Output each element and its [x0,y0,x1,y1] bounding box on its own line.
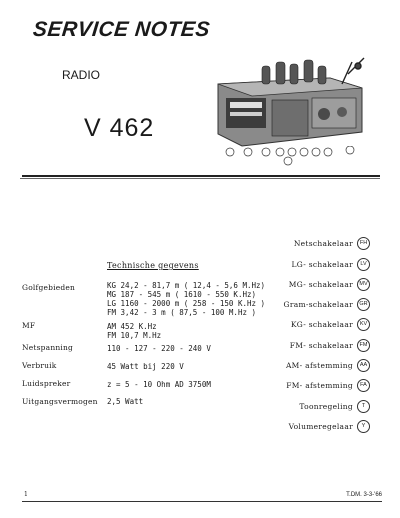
footer-divider [22,501,382,502]
control-item-gram-schakelaar [284,298,370,311]
control-label: Gram-schakelaar [283,300,353,309]
footer-date: T.DM. 3-3-'66 [346,492,382,498]
header-divider-thin [20,178,380,179]
control-item-mg-schakelaar [289,278,370,291]
control-item-fm-schakelaar [290,339,370,352]
spec-value-netspanning: 110 - 127 - 220 - 240 V [107,344,211,353]
control-code-badge: AA [357,359,370,372]
footer-page-mark: 1 [24,491,28,498]
spec-label-verbruik: Verbruik [22,361,57,370]
control-item-lg-schakelaar [292,258,371,271]
control-label: LG- schakelaar [291,260,353,269]
control-item-volumeregelaar [289,420,370,433]
spec-label-mf: MF [22,321,36,330]
control-code-badge: MV [357,278,370,291]
header-divider [22,175,380,177]
model-number: V 462 [84,114,155,142]
control-item-am-afstemming [286,359,370,372]
product-category: RADIO [62,68,101,82]
brand-title: SERVICE NOTES [31,18,212,41]
control-item-kg-schakelaar [291,318,370,331]
spec-value-luidspreker: z = 5 - 10 Ohm AD 3750M [107,380,211,389]
control-code-badge: FM [357,339,370,352]
chassis-body [218,78,362,146]
control-code-badge: FA [357,379,370,392]
control-code-badge: Y [357,420,370,433]
spec-value-band-lg: LG 1160 - 2000 m ( 258 - 150 K.Hz ) [107,299,266,308]
specs-heading: Technische gegevens [107,261,199,270]
spec-label-netspanning: Netspanning [22,343,74,352]
control-label: Volumeregelaar [288,422,353,431]
control-label: Toonregeling [299,402,353,411]
spec-value-band-mg: MG 187 - 545 m ( 1610 - 550 K.Hz) [107,290,257,299]
chassis-photo [212,54,370,154]
antenna-rod [342,58,364,84]
spec-value-mf-fm: FM 10,7 M.Hz [107,331,162,340]
spec-label-golfgebieden: Golfgebieden [22,283,76,292]
spec-value-band-fm: FM 3,42 - 3 m ( 87,5 - 100 M.Hz ) [107,308,257,317]
spec-label-luidspreker: Luidspreker [22,379,71,388]
control-label: FM- afstemming [286,381,353,390]
spec-value-mf-am: AM 452 K.Hz [107,322,157,331]
spec-value-verbruik: 45 Watt bij 220 V [107,362,184,371]
control-code-badge: GR [357,298,370,311]
control-code-badge: LV [357,258,370,271]
control-item-fm-afstemming [286,379,370,392]
control-label: MG- schakelaar [288,280,353,289]
control-label: KG- schakelaar [290,320,353,329]
control-code-badge: KV [357,318,370,331]
control-item-toonregeling [299,400,370,413]
control-code-badge: T [357,400,370,413]
control-item-netschakelaar [294,237,370,250]
control-label: Netschakelaar [293,239,353,248]
spec-label-uitgangsvermogen: Uitgangsvermogen [22,397,98,406]
control-label: FM- schakelaar [289,341,353,350]
spec-value-uitgangsvermogen: 2,5 Watt [107,397,144,406]
control-label: AM- afstemming [285,361,353,370]
control-code-badge: FH [357,237,370,250]
chassis-callout-markers [222,146,382,168]
spec-value-band-kg: KG 24,2 - 81,7 m ( 12,4 - 5,6 M.Hz) [107,281,266,290]
